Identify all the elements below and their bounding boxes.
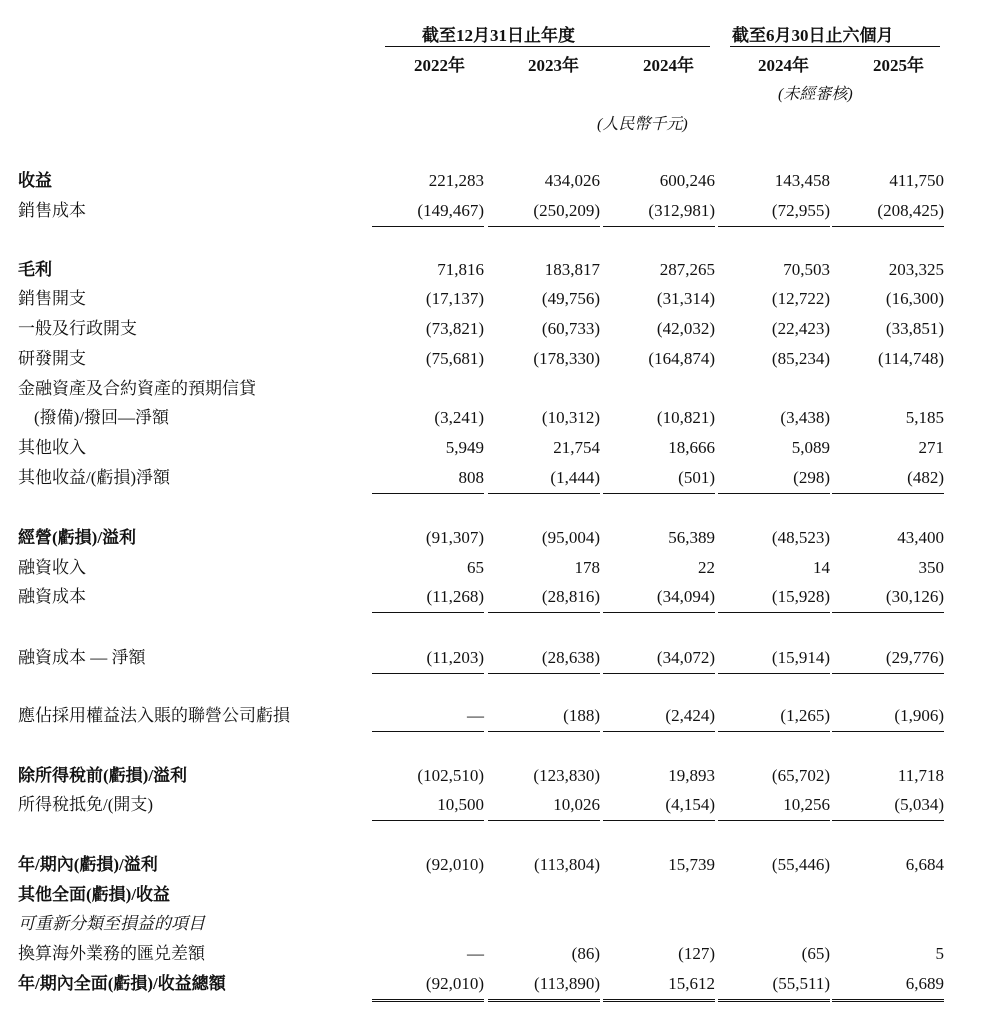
value-cell: 287,265	[659, 260, 715, 279]
value-cell: (48,523)	[771, 528, 830, 547]
value-cell: 203,325	[888, 260, 944, 279]
row-label: 銷售開支	[18, 289, 86, 308]
value-cell: 56,389	[668, 528, 715, 547]
value-cell: (16,300)	[885, 289, 944, 308]
row-label: 換算海外業務的匯兑差額	[18, 944, 205, 963]
table-row	[0, 523, 989, 553]
value-cell: 14	[813, 558, 830, 577]
value-cell: (12,722)	[771, 289, 830, 308]
row-label: 融資成本 — 淨額	[18, 648, 146, 667]
value-cell: (1,265)	[718, 701, 830, 732]
value-cell: (5,034)	[832, 790, 944, 821]
value-cell: 5	[935, 944, 944, 963]
value-cell: (86)	[571, 944, 600, 963]
value-cell: 10,500	[372, 790, 484, 821]
value-cell: (1,444)	[488, 463, 600, 494]
row-label: 毛利	[18, 260, 52, 279]
value-cell: 6,689	[832, 969, 944, 1002]
table-row	[0, 582, 989, 612]
row-label: 收益	[18, 171, 52, 190]
row-label: 融資收入	[18, 558, 86, 577]
value-cell: (10,312)	[541, 408, 600, 427]
row-label: 經營(虧損)/溢利	[18, 528, 137, 547]
value-cell: 6,684	[905, 855, 944, 874]
value-cell: (123,830)	[533, 766, 600, 785]
value-cell: (15,914)	[718, 643, 830, 674]
value-cell: (208,425)	[832, 196, 944, 227]
table-row	[0, 284, 989, 314]
value-cell: (31,314)	[656, 289, 715, 308]
value-cell: (11,203)	[372, 643, 484, 674]
header-interim: 截至6月30日止六個月	[732, 26, 894, 45]
value-cell: (17,137)	[425, 289, 484, 308]
value-cell: 11,718	[897, 766, 944, 785]
value-cell: (4,154)	[603, 790, 715, 821]
value-cell: (92,010)	[425, 855, 484, 874]
value-cell: 65	[467, 558, 484, 577]
value-cell: 15,739	[668, 855, 715, 874]
value-cell: 70,503	[783, 260, 830, 279]
value-cell: (30,126)	[832, 582, 944, 613]
row-label: 其他全面(虧損)/收益	[18, 885, 171, 904]
row-label: 除所得稅前(虧損)/溢利	[18, 766, 188, 785]
header-interim-rule	[730, 46, 940, 47]
value-cell: (49,756)	[541, 289, 600, 308]
row-label: 年/期內全面(虧損)/收益總額	[18, 974, 226, 993]
table-row	[0, 643, 989, 673]
value-cell: 350	[918, 558, 944, 577]
value-cell: (3,241)	[434, 408, 484, 427]
table-row	[0, 761, 989, 791]
value-cell: —	[467, 944, 484, 963]
value-cell: (188)	[488, 701, 600, 732]
table-row	[0, 196, 989, 226]
value-cell: (501)	[603, 463, 715, 494]
value-cell: 143,458	[774, 171, 830, 190]
value-cell: (3,438)	[780, 408, 830, 427]
value-cell: (1,906)	[832, 701, 944, 732]
value-cell: (91,307)	[425, 528, 484, 547]
value-cell: (85,234)	[771, 349, 830, 368]
row-label: 其他收入	[18, 438, 86, 457]
value-cell: 5,185	[905, 408, 944, 427]
value-cell: (178,330)	[533, 349, 600, 368]
year-2024-annual: 2024年	[643, 56, 694, 75]
value-cell: (102,510)	[417, 766, 484, 785]
value-cell: 600,246	[659, 171, 715, 190]
value-cell: (92,010)	[372, 969, 484, 1002]
value-cell: (22,423)	[771, 319, 830, 338]
value-cell: (114,748)	[878, 349, 944, 368]
row-label: 研發開支	[18, 349, 86, 368]
value-cell: (55,511)	[718, 969, 830, 1002]
value-cell: (55,446)	[771, 855, 830, 874]
value-cell: 411,750	[889, 171, 944, 190]
value-cell: (65,702)	[771, 766, 830, 785]
table-row	[0, 939, 989, 969]
table-row	[0, 463, 989, 493]
table-row	[0, 403, 989, 433]
value-cell: 178	[574, 558, 600, 577]
table-row	[0, 969, 989, 999]
value-cell: (15,928)	[718, 582, 830, 613]
value-cell: (65)	[801, 944, 830, 963]
row-label: 其他收益/(虧損)淨額	[18, 468, 171, 487]
row-label: 年/期內(虧損)/溢利	[18, 855, 158, 874]
value-cell: (127)	[678, 944, 715, 963]
value-cell: (298)	[718, 463, 830, 494]
row-label: 金融資產及合約資產的預期信貸	[18, 379, 256, 398]
value-cell: (2,424)	[603, 701, 715, 732]
table-row	[0, 850, 989, 880]
table-row	[0, 374, 989, 404]
value-cell: 221,283	[428, 171, 484, 190]
value-cell: —	[372, 701, 484, 732]
year-2023: 2023年	[528, 56, 579, 75]
table-row	[0, 344, 989, 374]
value-cell: (33,851)	[885, 319, 944, 338]
value-cell: (75,681)	[425, 349, 484, 368]
header-annual: 截至12月31日止年度	[422, 26, 575, 45]
value-cell: 15,612	[603, 969, 715, 1002]
value-cell: (113,804)	[534, 855, 600, 874]
value-cell: (28,816)	[488, 582, 600, 613]
value-cell: 5,089	[791, 438, 830, 457]
value-cell: 5,949	[445, 438, 484, 457]
value-cell: (250,209)	[488, 196, 600, 227]
value-cell: (95,004)	[541, 528, 600, 547]
value-cell: (72,955)	[718, 196, 830, 227]
value-cell: 22	[698, 558, 715, 577]
value-cell: 808	[372, 463, 484, 494]
value-cell: (28,638)	[488, 643, 600, 674]
year-2025-interim: 2025年	[873, 56, 924, 75]
table-row	[0, 166, 989, 196]
value-cell: 434,026	[544, 171, 600, 190]
value-cell: (312,981)	[603, 196, 715, 227]
row-label: 可重新分類至損益的項目	[18, 914, 205, 933]
row-label: 所得稅抵免/(開支)	[18, 795, 154, 814]
table-row	[0, 790, 989, 820]
header-annual-rule	[385, 46, 710, 47]
table-row	[0, 701, 989, 731]
table-row	[0, 433, 989, 463]
table-row	[0, 880, 989, 910]
currency-unit: (人民幣千元)	[597, 116, 688, 133]
value-cell: (29,776)	[832, 643, 944, 674]
value-cell: 71,816	[437, 260, 484, 279]
row-label: 應佔採用權益法入賬的聯營公司虧損	[18, 706, 290, 725]
table-row	[0, 909, 989, 939]
value-cell: 10,256	[718, 790, 830, 821]
value-cell: (73,821)	[425, 319, 484, 338]
value-cell: 43,400	[897, 528, 944, 547]
unaudited-note: (未經審核)	[778, 86, 853, 103]
table-row	[0, 553, 989, 583]
value-cell: (10,821)	[656, 408, 715, 427]
value-cell: 183,817	[544, 260, 600, 279]
row-label: 銷售成本	[18, 201, 86, 220]
value-cell: (113,890)	[488, 969, 600, 1002]
value-cell: (164,874)	[648, 349, 715, 368]
value-cell: (60,733)	[541, 319, 600, 338]
value-cell: (42,032)	[656, 319, 715, 338]
value-cell: (34,094)	[603, 582, 715, 613]
value-cell: 19,893	[668, 766, 715, 785]
value-cell: (34,072)	[603, 643, 715, 674]
row-label: (撥備)/撥回—淨額	[34, 408, 170, 427]
value-cell: 271	[918, 438, 944, 457]
value-cell: (11,268)	[372, 582, 484, 613]
row-label: 融資成本	[18, 587, 86, 606]
value-cell: (482)	[832, 463, 944, 494]
value-cell: 10,026	[488, 790, 600, 821]
year-2024-interim: 2024年	[758, 56, 809, 75]
value-cell: 18,666	[668, 438, 715, 457]
row-label: 一般及行政開支	[18, 319, 137, 338]
value-cell: 21,754	[553, 438, 600, 457]
year-2022: 2022年	[414, 56, 465, 75]
table-row	[0, 314, 989, 344]
value-cell: (149,467)	[372, 196, 484, 227]
table-row	[0, 255, 989, 285]
